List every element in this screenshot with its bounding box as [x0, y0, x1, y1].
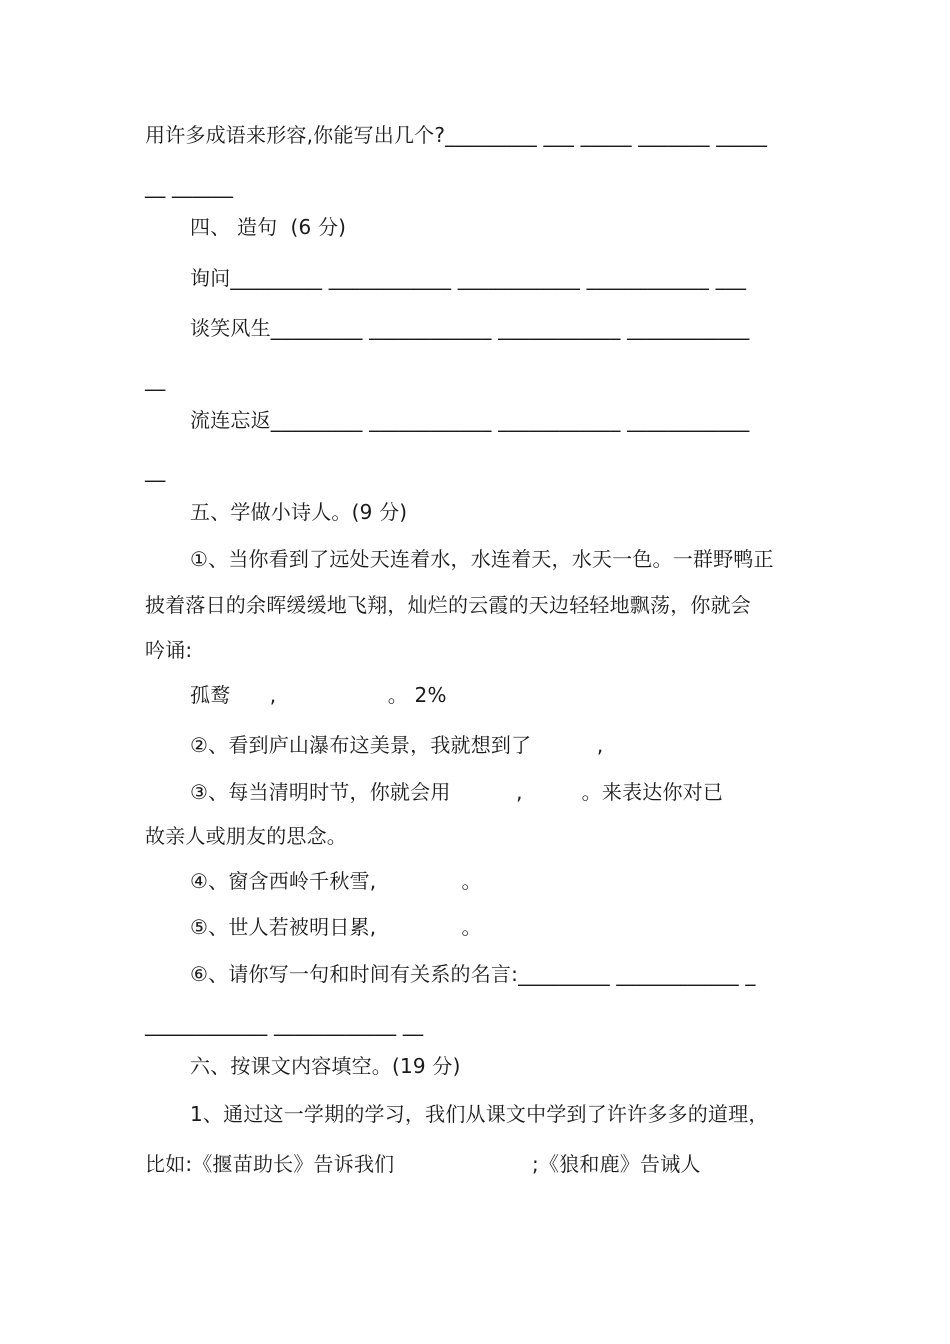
text-line: __	[145, 367, 166, 391]
text-line: ⑥、请你写一句和时间有关系的名言:_________ ____________ _	[190, 962, 756, 986]
text-line: ①、当你看到了远处天连着水，水连着天，水天一色。一群野鸭正	[190, 547, 774, 571]
text-line: __	[145, 458, 166, 482]
section-heading: 四、 造句 (6 分)	[190, 215, 347, 239]
text-line: 吟诵:	[145, 638, 193, 662]
text-line: ④、窗含西岭千秋雪, 。	[190, 869, 482, 893]
text-line: 比如:《揠苗助长》告诉我们 ;《狼和鹿》告诫人	[145, 1152, 701, 1176]
text-line: 披着落日的余晖缓缓地飞翔，灿烂的云霞的天边轻轻地飘荡，你就会	[145, 593, 751, 617]
text-line: 流连忘返_________ ____________ ____________ ____________	[190, 408, 750, 432]
text-line: ⑤、世人若被明日累, 。	[190, 915, 482, 939]
text-line: 谈笑风生_________ ____________ ____________ ____________	[190, 316, 750, 340]
section-heading: 六、按课文内容填空。(19 分)	[190, 1054, 461, 1078]
section-heading: 五、学做小诗人。(9 分)	[190, 500, 408, 524]
text-line: ____________ ____________ __	[145, 1012, 424, 1036]
text-line: 孤鹜 , 。 2%	[190, 683, 447, 707]
text-line: ③、每当清明时节，你就会用 , 。来表达你对已	[190, 780, 724, 804]
text-line: 询问_________ ____________ ____________ ____________ ___	[190, 266, 747, 290]
text-line: __ ______	[145, 174, 234, 198]
text-line: 1、通过这一学期的学习，我们从课文中学到了许许多多的道理，	[190, 1102, 769, 1126]
text-line: ②、看到庐山瀑布这美景，我就想到了 ,	[190, 733, 604, 757]
text-line: 故亲人或朋友的思念。	[145, 824, 347, 848]
text-line: 用许多成语来形容,你能写出几个?_________ ___ _____ _______ _____	[145, 123, 768, 147]
